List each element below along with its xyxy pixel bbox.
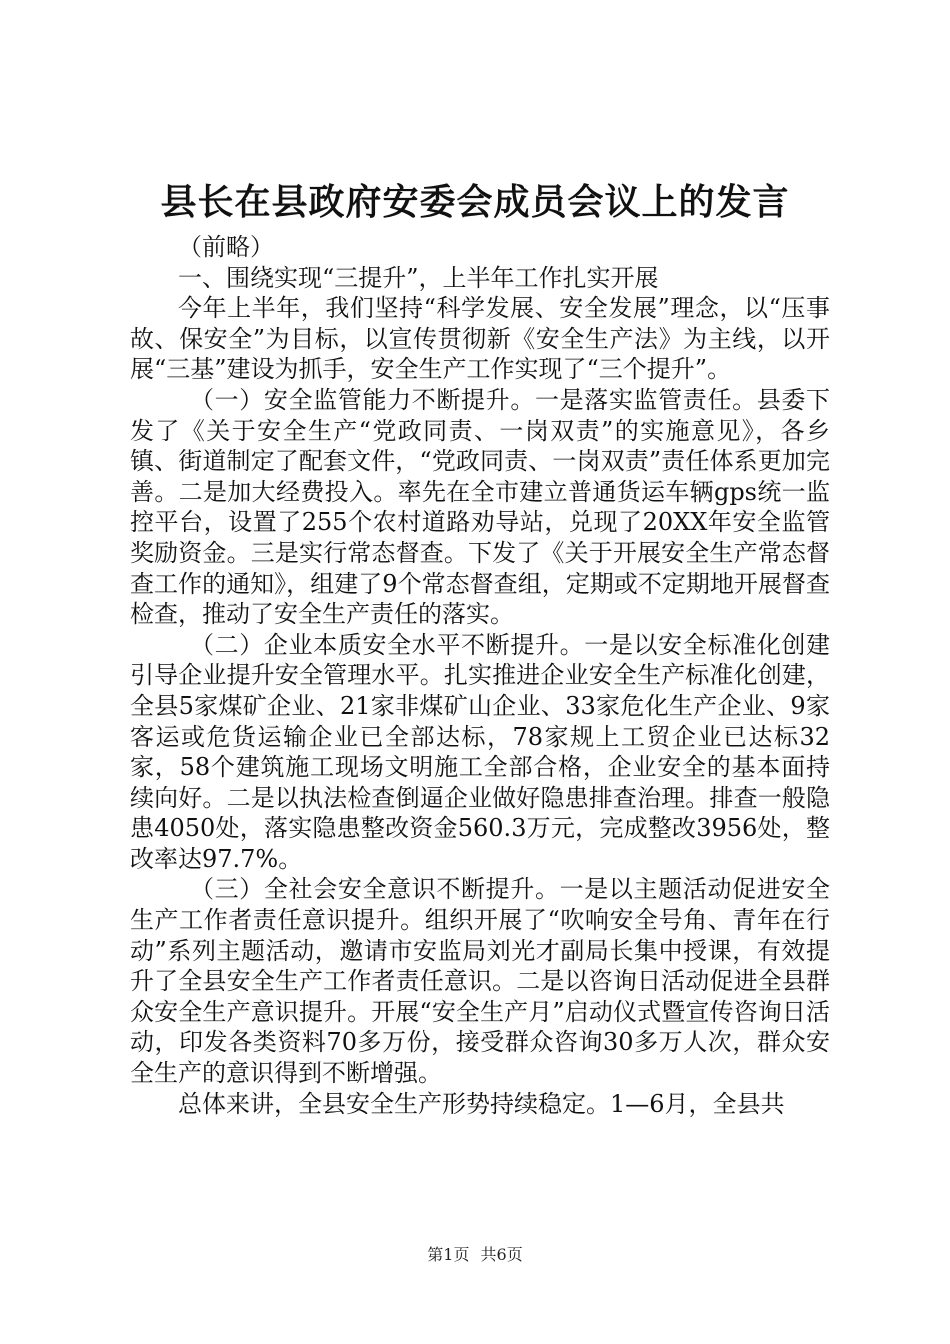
page-number: 第1页 [427,1245,470,1264]
document-body [130,232,830,1119]
page-total: 共6页 [480,1245,523,1264]
document-title: 县长在县政府安委会成员会议上的发言 [160,182,790,223]
paragraph-intro: 今年上半年，我们坚持“科学发展、安全发展”理念，以“压事故、保安全”为目标，以宣传贯彻新《安全生产法》为主线，以开展“三基”建设为抓手，安全生产工作实现了“三个提升”。 [130,294,830,384]
paragraph-item-2: （二）企业本质安全水平不断提升。一是以安全标准化创建引导企业提升安全管理水平。扎实推进企业安全生产标准化创建，全县5家煤矿企业、21家非煤矿山企业、33家危化生产企业、9家客运或危货运输企业已全部达标，78家规上工贸企业已达标32家，58个建筑施工现场文明施工全部合格，企业安全的基本面持续向好。二是以执法检查倒逼企业做好隐患排查治理。排查一般隐患4050处，落实隐患整改资金560.3万元，完成整改3956处，整改率达97.7%。 [130,630,830,873]
page-footer [0,1244,950,1266]
paragraph-item-3: （三）全社会安全意识不断提升。一是以主题活动促进安全生产工作者责任意识提升。组织开展了“吹响安全号角、青年在行动”系列主题活动，邀请市安监局刘光才副局长集中授课，有效提升了全县安全生产工作者责任意识。二是以咨询日活动促进全县群众安全生产意识提升。开展“安全生产月”启动仪式暨宣传咨询日活动，印发各类资料70多万份，接受群众咨询30多万人次，群众安全生产的意识得到不断增强。 [130,875,830,1088]
section-heading-1: 一、围绕实现“三提升”，上半年工作扎实开展 [178,263,659,292]
paragraph-summary: 总体来讲，全县安全生产形势持续稳定。1—6月，全县共 [178,1089,785,1118]
paragraph-preface: （前略） [178,233,274,261]
paragraph-item-1: （一）安全监管能力不断提升。一是落实监管责任。县委下发了《关于安全生产“党政同责、一岗双责”的实施意见》，各乡镇、街道制定了配套文件，“党政同责、一岗双责”责任体系更加完善。二是加大经费投入。率先在全市建立普通货运车辆gps统一监控平台，设置了255个农村道路劝导站，兑现了20XX年安全监管奖励资金。三是实行常态督查。下发了《关于开展安全生产常态督查工作的通知》，组建了9个常态督查组，定期或不定期地开展督查检查，推动了安全生产责任的落实。 [130,385,830,629]
